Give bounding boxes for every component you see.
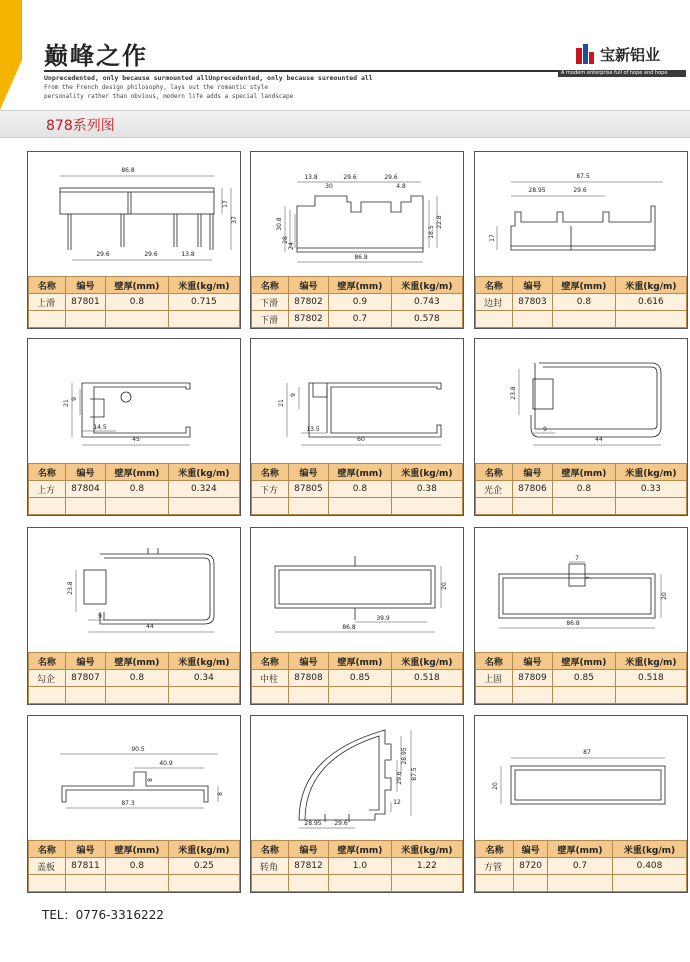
spec-row	[476, 498, 687, 515]
spec-header: 米重(kg/m)	[168, 464, 239, 481]
spec-cell	[168, 875, 239, 892]
spec-cell: 8720	[514, 858, 548, 875]
subtitle-line-1: Unprecedented, only because surmounted allUnprecedented, only because surmounted all	[44, 74, 373, 82]
spec-header: 米重(kg/m)	[613, 841, 687, 858]
spec-row	[476, 858, 687, 875]
spec-row	[29, 670, 240, 687]
spec-header: 编号	[65, 277, 105, 294]
spec-header: 壁厚(mm)	[106, 464, 169, 481]
spec-cell	[106, 498, 169, 515]
spec-cell: 0.7	[329, 311, 392, 328]
spec-header: 名称	[252, 653, 289, 670]
dimension-label: 13.5	[306, 426, 320, 433]
spec-cell: 87811	[65, 858, 105, 875]
spec-table	[28, 652, 240, 704]
dimension-label: 86.8	[354, 254, 368, 261]
spec-cell	[329, 498, 392, 515]
profile-drawing	[475, 528, 687, 652]
profile-card	[474, 715, 688, 893]
dimension-label: 9	[71, 397, 78, 401]
spec-cell	[553, 498, 616, 515]
dimension-label: 87.5	[411, 767, 418, 781]
spec-cell: 0.7	[547, 858, 612, 875]
spec-row	[476, 670, 687, 687]
spec-table	[475, 652, 687, 704]
spec-cell	[512, 498, 552, 515]
spec-table	[475, 276, 687, 328]
dimension-label: 21	[63, 399, 70, 407]
profile-card	[474, 527, 688, 705]
dimension-label: 20	[441, 582, 448, 590]
spec-cell: 上固	[476, 670, 513, 687]
dimension-label: 44	[595, 436, 603, 443]
spec-cell	[65, 687, 105, 704]
spec-cell	[252, 875, 289, 892]
spec-header: 壁厚(mm)	[329, 277, 392, 294]
spec-header: 壁厚(mm)	[553, 464, 616, 481]
spec-cell	[106, 311, 169, 328]
spec-header: 名称	[476, 277, 513, 294]
spec-cell: 0.616	[615, 294, 686, 311]
contact-phone: TEL：0776-3316222	[42, 908, 164, 922]
spec-cell	[29, 311, 66, 328]
spec-header: 米重(kg/m)	[168, 841, 239, 858]
profile-drawing	[251, 528, 463, 652]
spec-cell: 0.8	[553, 481, 616, 498]
spec-header: 名称	[476, 653, 513, 670]
spec-header: 名称	[29, 277, 66, 294]
spec-header: 名称	[252, 464, 289, 481]
spec-header: 名称	[29, 841, 66, 858]
spec-cell	[252, 687, 289, 704]
spec-header: 编号	[512, 653, 552, 670]
spec-table	[28, 276, 240, 328]
dimension-label: 9	[290, 393, 297, 397]
dimension-label: 86.8	[121, 167, 135, 174]
spec-table	[251, 463, 463, 515]
spec-cell: 87808	[288, 670, 328, 687]
spec-header: 壁厚(mm)	[329, 464, 392, 481]
series-title: 878系列图	[46, 118, 115, 134]
spec-row	[29, 481, 240, 498]
spec-header: 壁厚(mm)	[553, 653, 616, 670]
spec-cell	[288, 875, 328, 892]
dimension-label: 28.95	[528, 187, 546, 194]
spec-cell: 0.578	[391, 311, 462, 328]
spec-header: 编号	[514, 841, 548, 858]
dimension-label: 13.8	[181, 251, 195, 258]
spec-header: 壁厚(mm)	[329, 841, 392, 858]
profile-cross-section	[28, 152, 240, 276]
profile-card	[27, 338, 241, 516]
spec-header: 壁厚(mm)	[329, 653, 392, 670]
spec-row	[29, 294, 240, 311]
brand-logo-icon	[574, 42, 596, 64]
spec-cell	[391, 875, 462, 892]
profile-drawing	[251, 339, 463, 463]
spec-row	[252, 311, 463, 328]
spec-header: 米重(kg/m)	[391, 841, 462, 858]
spec-cell	[168, 687, 239, 704]
spec-cell: 0.408	[613, 858, 687, 875]
spec-table	[251, 840, 463, 892]
spec-cell: 0.33	[615, 481, 686, 498]
profile-cross-section	[475, 152, 687, 276]
profile-card	[250, 151, 464, 329]
spec-row	[476, 687, 687, 704]
spec-row	[252, 294, 463, 311]
spec-cell: 0.324	[168, 481, 239, 498]
spec-row	[476, 875, 687, 892]
corner-accent	[0, 0, 22, 110]
spec-cell: 0.8	[106, 294, 169, 311]
dimension-label: 28.95	[401, 747, 408, 765]
profile-drawing	[28, 339, 240, 463]
spec-cell: 勾企	[29, 670, 66, 687]
spec-header: 壁厚(mm)	[547, 841, 612, 858]
spec-cell: 0.518	[391, 670, 462, 687]
spec-row	[29, 311, 240, 328]
spec-header: 壁厚(mm)	[106, 841, 169, 858]
spec-table	[28, 463, 240, 515]
profile-cross-section	[28, 339, 240, 463]
dimension-label: 29.6	[96, 251, 110, 258]
spec-cell: 上方	[29, 481, 66, 498]
dimension-label: 12	[393, 799, 401, 806]
spec-cell: 0.25	[168, 858, 239, 875]
profile-drawing	[475, 339, 687, 463]
dimension-label: 28	[282, 236, 289, 244]
spec-cell: 87809	[512, 670, 552, 687]
spec-cell: 0.518	[615, 670, 686, 687]
spec-cell	[613, 875, 687, 892]
spec-cell	[615, 311, 686, 328]
dimension-label: 29.6	[144, 251, 158, 258]
profile-card	[27, 151, 241, 329]
dimension-label: 29.6	[343, 174, 357, 181]
dimension-label: 37	[231, 216, 238, 224]
spec-cell: 0.38	[391, 481, 462, 498]
spec-cell: 0.8	[106, 670, 169, 687]
dimension-label: 17	[222, 200, 229, 208]
series-header-bar	[0, 110, 690, 138]
dimension-label: 20	[492, 782, 499, 790]
spec-header: 米重(kg/m)	[168, 277, 239, 294]
spec-cell	[329, 875, 392, 892]
spec-cell	[65, 875, 105, 892]
dimension-label: 8	[217, 792, 224, 796]
profile-drawing	[475, 152, 687, 276]
spec-cell	[512, 311, 552, 328]
profile-drawing	[475, 716, 687, 840]
spec-header: 壁厚(mm)	[106, 653, 169, 670]
spec-cell	[547, 875, 612, 892]
dimension-label: 7	[586, 576, 593, 580]
profile-cross-section	[475, 339, 687, 463]
dimension-label: 24	[288, 242, 295, 250]
spec-row	[476, 481, 687, 498]
spec-cell	[65, 498, 105, 515]
spec-header: 编号	[512, 277, 552, 294]
spec-header: 编号	[65, 653, 105, 670]
spec-cell: 0.34	[168, 670, 239, 687]
spec-cell	[329, 687, 392, 704]
dimension-label: 87.3	[121, 800, 135, 807]
profile-drawing	[251, 152, 463, 276]
spec-header: 编号	[288, 464, 328, 481]
profile-drawing	[28, 152, 240, 276]
dimension-label: 28.95	[304, 820, 322, 827]
dimension-label: 90.5	[131, 746, 145, 753]
spec-header: 编号	[288, 841, 328, 858]
spec-table	[28, 840, 240, 892]
brand-tagline: A modern enterprise full of hope and hope	[558, 70, 686, 77]
spec-cell: 盖板	[29, 858, 66, 875]
spec-header: 米重(kg/m)	[615, 653, 686, 670]
spec-cell	[553, 311, 616, 328]
spec-table	[475, 463, 687, 515]
spec-cell: 87803	[512, 294, 552, 311]
spec-cell: 0.8	[553, 294, 616, 311]
spec-cell: 下滑	[252, 294, 289, 311]
dimension-label: 22.8	[436, 215, 443, 229]
spec-row	[29, 858, 240, 875]
spec-row	[252, 481, 463, 498]
spec-cell: 方管	[476, 858, 514, 875]
dimension-label: 29.6	[573, 187, 587, 194]
profile-cross-section	[251, 528, 463, 652]
spec-header: 米重(kg/m)	[391, 464, 462, 481]
dimension-label: 44	[146, 623, 154, 630]
spec-row	[29, 687, 240, 704]
dimension-label: 20	[661, 592, 668, 600]
dimension-label: 87	[583, 749, 591, 756]
spec-cell	[476, 875, 514, 892]
spec-cell: 光企	[476, 481, 513, 498]
spec-header: 米重(kg/m)	[168, 653, 239, 670]
profile-card	[250, 715, 464, 893]
spec-cell: 0.8	[106, 858, 169, 875]
dimension-label: 8	[147, 778, 154, 782]
spec-cell	[514, 875, 548, 892]
profile-cross-section	[475, 528, 687, 652]
spec-cell	[106, 875, 169, 892]
spec-cell: 转角	[252, 858, 289, 875]
spec-header: 壁厚(mm)	[553, 277, 616, 294]
spec-header: 名称	[29, 653, 66, 670]
profile-cross-section	[28, 716, 240, 840]
profile-cross-section	[251, 716, 463, 840]
spec-cell	[615, 687, 686, 704]
dimension-label: 21	[278, 399, 285, 407]
spec-cell	[168, 498, 239, 515]
dimension-label: 9	[98, 613, 102, 620]
dimension-label: 7	[575, 555, 579, 562]
spec-row	[29, 875, 240, 892]
spec-header: 米重(kg/m)	[615, 464, 686, 481]
spec-header: 壁厚(mm)	[106, 277, 169, 294]
dimension-label: 45	[132, 436, 140, 443]
profile-drawing	[28, 528, 240, 652]
spec-cell: 0.85	[553, 670, 616, 687]
dimension-label: 14.5	[93, 424, 107, 431]
spec-cell: 0.85	[329, 670, 392, 687]
spec-cell: 下滑	[252, 311, 289, 328]
spec-row	[29, 498, 240, 515]
profile-card	[474, 151, 688, 329]
dimension-label: 23.8	[510, 386, 517, 400]
spec-row	[252, 875, 463, 892]
spec-cell	[65, 311, 105, 328]
spec-header: 编号	[512, 464, 552, 481]
dimension-label: 17	[489, 234, 496, 242]
spec-cell	[106, 687, 169, 704]
spec-cell: 0.715	[168, 294, 239, 311]
spec-row	[252, 498, 463, 515]
spec-header: 编号	[288, 277, 328, 294]
spec-cell	[29, 687, 66, 704]
dimension-label: 86.8	[342, 624, 356, 631]
profile-card	[474, 338, 688, 516]
spec-header: 名称	[29, 464, 66, 481]
dimension-label: 30	[325, 183, 333, 190]
spec-table	[475, 840, 687, 892]
dimension-label: 29.6	[396, 771, 403, 785]
spec-cell: 0.743	[391, 294, 462, 311]
spec-cell	[288, 498, 328, 515]
dimension-label: 30.8	[276, 217, 283, 231]
spec-cell: 87812	[288, 858, 328, 875]
spec-cell: 上滑	[29, 294, 66, 311]
spec-cell: 0.9	[329, 294, 392, 311]
dimension-label: 13.8	[304, 174, 318, 181]
spec-cell: 边封	[476, 294, 513, 311]
spec-cell: 0.8	[106, 481, 169, 498]
spec-cell: 1.22	[391, 858, 462, 875]
spec-row	[252, 687, 463, 704]
spec-cell	[252, 498, 289, 515]
spec-header: 名称	[252, 277, 289, 294]
spec-header: 名称	[476, 841, 514, 858]
spec-cell	[391, 687, 462, 704]
dimension-label: 29.6	[384, 174, 398, 181]
spec-cell: 87806	[512, 481, 552, 498]
dimension-label: 29.6	[334, 820, 348, 827]
dimension-label: 86.8	[566, 620, 580, 627]
spec-cell: 1.0	[329, 858, 392, 875]
dimension-label: 39.9	[376, 615, 390, 622]
spec-cell	[288, 687, 328, 704]
spec-cell	[168, 311, 239, 328]
spec-header: 编号	[65, 841, 105, 858]
dimension-label: 40.9	[159, 760, 173, 767]
spec-cell: 87805	[288, 481, 328, 498]
subtitle-line-3: personality rather than obvious, modern life adds a special landscape	[44, 93, 294, 100]
dimension-label: 23.8	[67, 581, 74, 595]
spec-cell	[476, 687, 513, 704]
spec-cell	[512, 687, 552, 704]
spec-table	[251, 276, 463, 328]
spec-header: 名称	[252, 841, 289, 858]
spec-cell: 下方	[252, 481, 289, 498]
spec-row	[252, 670, 463, 687]
spec-header: 米重(kg/m)	[391, 277, 462, 294]
spec-table	[251, 652, 463, 704]
spec-cell	[553, 687, 616, 704]
spec-cell	[615, 498, 686, 515]
spec-cell: 87804	[65, 481, 105, 498]
profile-cross-section	[475, 716, 687, 840]
profile-cross-section	[251, 152, 463, 276]
profile-card	[250, 527, 464, 705]
dimension-label: 9	[543, 426, 547, 433]
subtitle-line-2: From the French design philosophy, lays out the romantic style	[44, 84, 268, 91]
profile-card	[27, 527, 241, 705]
spec-row	[476, 311, 687, 328]
profile-cross-section	[28, 528, 240, 652]
spec-header: 米重(kg/m)	[391, 653, 462, 670]
spec-header: 编号	[288, 653, 328, 670]
dimension-label: 4.8	[396, 183, 406, 190]
spec-cell: 87801	[65, 294, 105, 311]
spec-cell	[391, 498, 462, 515]
profile-card	[250, 338, 464, 516]
spec-row	[252, 858, 463, 875]
brand-name: 宝新铝业	[600, 46, 661, 64]
profile-drawing	[251, 716, 463, 840]
profile-card	[27, 715, 241, 893]
spec-header: 名称	[476, 464, 513, 481]
spec-cell	[29, 875, 66, 892]
spec-cell	[29, 498, 66, 515]
dimension-label: 18.5	[428, 225, 435, 239]
spec-cell: 87802	[288, 311, 328, 328]
spec-cell: 中柱	[252, 670, 289, 687]
profile-drawing	[28, 716, 240, 840]
dimension-label: 60	[357, 436, 365, 443]
spec-header: 编号	[65, 464, 105, 481]
spec-cell: 0.8	[329, 481, 392, 498]
spec-header: 米重(kg/m)	[615, 277, 686, 294]
page-title: 巅峰之作	[44, 42, 148, 70]
spec-cell: 87807	[65, 670, 105, 687]
spec-cell	[476, 311, 513, 328]
dimension-label: 87.5	[576, 173, 590, 180]
spec-row	[476, 294, 687, 311]
profile-cross-section	[251, 339, 463, 463]
spec-cell: 87802	[288, 294, 328, 311]
spec-cell	[476, 498, 513, 515]
